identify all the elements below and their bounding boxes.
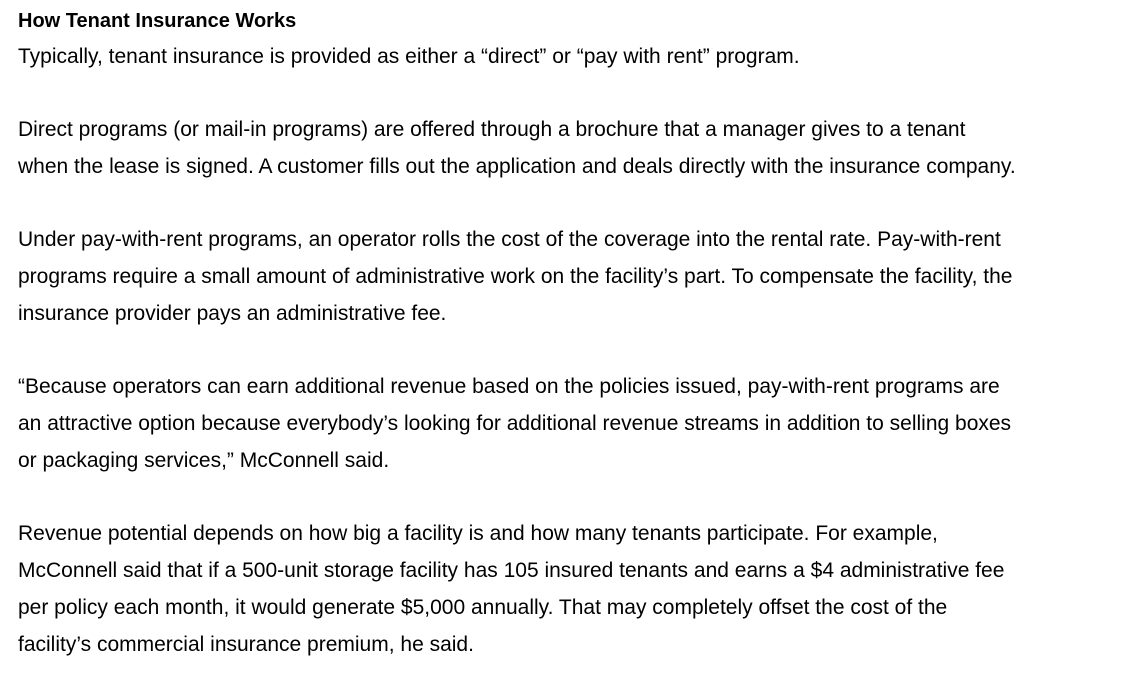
paragraph-line: programs require a small amount of administrative work on the facility’s part. To compensate the facility, the [18,265,1013,288]
paragraph-line: Direct programs (or mail-in programs) are offered through a brochure that a manager gives to a tenant [18,118,966,141]
paragraph-line: insurance provider pays an administrative fee. [18,302,447,325]
paragraph-revenue-potential [18,515,1126,663]
paragraph-line: or packaging services,” McConnell said. [18,449,390,472]
paragraph-intro [18,38,1126,75]
paragraph-line: Revenue potential depends on how big a facility is and how many tenants participate. For example, [18,522,938,545]
paragraph-line: an attractive option because everybody’s looking for additional revenue streams in addition to selling boxes [18,412,1012,435]
article-heading: How Tenant Insurance Works [18,10,297,32]
paragraph-pay-with-rent [18,221,1126,332]
paragraph-quote [18,368,1126,479]
paragraph-line: per policy each month, it would generate $5,000 annually. That may completely offset the cost of the [18,596,948,619]
paragraph-direct-programs [18,111,1126,185]
paragraph-line: Typically, tenant insurance is provided as either a “direct” or “pay with rent” program. [18,45,800,68]
paragraph-line: “Because operators can earn additional revenue based on the policies issued, pay-with-rent programs are [18,375,1000,398]
paragraph-line: McConnell said that if a 500-unit storage facility has 105 insured tenants and earns a $4 administrative fee [18,559,1005,582]
paragraph-line: facility’s commercial insurance premium, he said. [18,633,474,656]
paragraph-line: Under pay-with-rent programs, an operator rolls the cost of the coverage into the rental rate. Pay-with-rent [18,228,1001,251]
paragraph-line: when the lease is signed. A customer fills out the application and deals directly with the insurance company. [18,155,1016,178]
